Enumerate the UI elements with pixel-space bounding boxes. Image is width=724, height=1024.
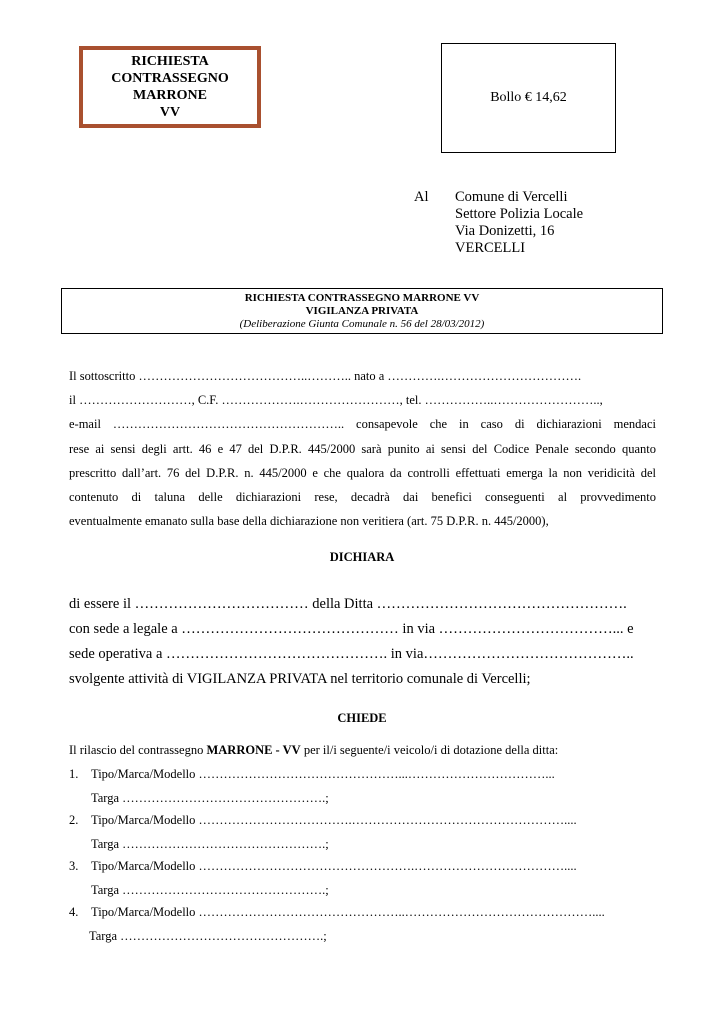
ditta-line-4: svolgente attività di VIGILANZA PRIVATA nel territorio comunale di Vercelli; [69, 671, 531, 687]
subject-subtitle: VIGILANZA PRIVATA [305, 305, 419, 317]
address-prefix: Al [414, 189, 429, 205]
request-text-after: per il/i seguente/i veicolo/i di dotazione della ditta: [300, 743, 559, 757]
vehicle-1-number: 1. [69, 767, 79, 781]
declaration-paragraph [69, 364, 656, 533]
request-text-bold: MARRONE - VV [206, 743, 301, 757]
subject-header-box [61, 288, 663, 334]
stamp-duty-label: Bollo € 14,62 [490, 90, 567, 105]
address-line-4: VERCELLI [455, 240, 526, 256]
declaration-line-name: Il sottoscritto …………………………………..……….. nato a ………….……………………………. [69, 369, 582, 383]
ditta-line-3: sede operativa a ………………………………………. in via…………………………………….. [69, 646, 634, 662]
declaration-line-5: prescritto dall’art. 76 del D.P.R. n. 445/2000 e che qualora da controlli effettuati emerga la non veridicità del [69, 465, 656, 480]
vehicle-3-number: 3. [69, 859, 79, 873]
vehicle-1-plate: Targa ………………………………………….; [91, 791, 329, 805]
vehicle-4-number: 4. [69, 905, 79, 919]
chiede-heading: CHIEDE [337, 711, 387, 725]
ditta-line-2: con sede a legale a ……………………………………… in via ………………………………... e [69, 621, 634, 637]
request-sentence [69, 743, 558, 758]
ditta-line-1: di essere il ……………………………… della Ditta ……………………………………………. [69, 596, 627, 612]
recipient-address [455, 189, 583, 257]
declaration-line-6: contenuto di taluna delle dichiarazioni rese, decadrà dai benefici conseguenti al provvedimento [69, 490, 656, 505]
vehicle-2-plate: Targa ………………………………………….; [91, 837, 329, 851]
title-line-2: CONTRASSEGNO [111, 71, 229, 86]
stamp-duty-box [441, 43, 616, 153]
vehicle-4-plate: Targa ………………………………………….; [89, 929, 327, 943]
declaration-line-4: rese ai sensi degli artt. 46 e 47 del D.P.R. 445/2000 sarà punito ai sensi del Codice Penale secondo quanto [69, 441, 656, 456]
title-box [79, 46, 261, 128]
address-line-3: Via Donizetti, 16 [455, 223, 555, 239]
vehicle-4-model: Tipo/Marca/Modello …………………………………………..……………………………………….... [91, 905, 605, 919]
vehicle-2-model: Tipo/Marca/Modello ……………………………….…………………………………………….... [91, 813, 577, 827]
vehicle-3-model: Tipo/Marca/Modello …………………………………………….……………………………….... [91, 859, 577, 873]
dichiara-heading: DICHIARA [329, 550, 395, 564]
vehicle-2-number: 2. [69, 813, 79, 827]
subject-deliberation: (Deliberazione Giunta Comunale n. 56 del 28/03/2012) [239, 318, 485, 330]
subject-title: RICHIESTA CONTRASSEGNO MARRONE VV [244, 292, 480, 304]
declaration-line-email: e-mail ……………………………………………….. consapevole che in caso di dichiarazioni mendaci [69, 417, 656, 432]
declaration-line-7: eventualmente emanato sulla base della dichiarazione non veritiera (art. 75 D.P.R. n. 445/2000), [69, 514, 549, 529]
address-line-2: Settore Polizia Locale [455, 206, 584, 222]
vehicle-3-plate: Targa ………………………………………….; [91, 883, 329, 897]
address-line-1: Comune di Vercelli [455, 189, 568, 205]
title-line-1: RICHIESTA [131, 54, 209, 69]
request-text-before: Il rilascio del contrassegno [69, 743, 207, 757]
title-line-3: MARRONE [133, 88, 207, 103]
title-line-4: VV [159, 105, 181, 120]
vehicle-1-model: Tipo/Marca/Modello …………………………………………...……………………………... [91, 767, 555, 781]
declaration-line-fiscal-code: il ………………………, C.F. ……………….……………………, tel. ……………..…………………….., [69, 393, 603, 408]
